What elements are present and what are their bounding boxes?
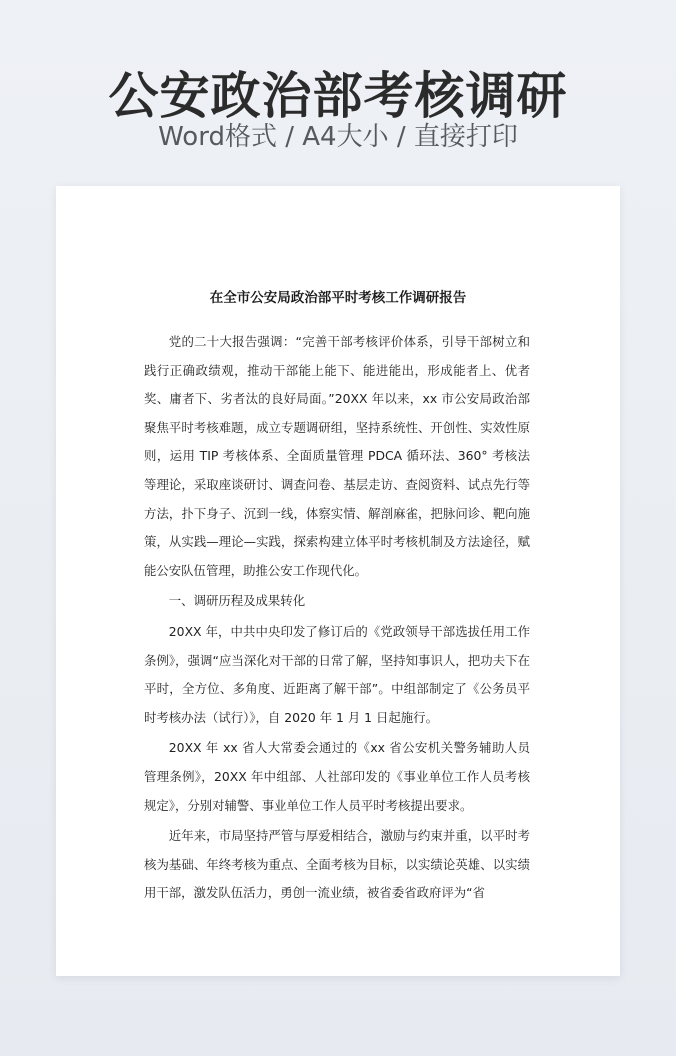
section-heading: 一、调研历程及成果转化 xyxy=(168,593,306,609)
paragraph-recent-years: 近年来，市局坚持严管与厚爱相结合，激励与约束并重，以平时考核为基础、年终考核为重点、全面考核为目标，以实绩论英雄、以实绩用干部，激发队伍活力，勇创一流业绩，被省委省政府评为“省 xyxy=(144,828,530,901)
banner-title: 公安政治部考核调研 xyxy=(108,67,568,125)
paragraph-regulations: 20XX 年，中共中央印发了修订后的《党政领导干部选拔任用工作条例》，强调“应当深化对干部的日常了解，坚持知事识人，把功夫下在平时，全方位、多角度、近距离了解干部”。中组部制定了《公务员平时考核办法（试行）》，自 2020 年 1 月 1 日起施行。 xyxy=(144,623,530,725)
banner-subtitle: Word格式 / A4大小 / 直接打印 xyxy=(158,122,518,152)
document-title: 在全市公安局政治部平时考核工作调研报告 xyxy=(209,290,467,306)
paragraph-provincial-rules: 20XX 年 xx 省人大常委会通过的《xx 省公安机关警务辅助人员管理条例》，20XX 年中组部、人社部印发的《事业单位工作人员考核规定》，分别对辅警、事业单位工作人员平时考核提出要求。 xyxy=(144,740,530,813)
document-body xyxy=(144,328,530,910)
document-page xyxy=(56,186,620,976)
paragraph-intro: 党的二十大报告强调：“完善干部考核评价体系，引导干部树立和践行正确政绩观，推动干部能上能下、能进能出，形成能者上、优者奖、庸者下、劣者汰的良好局面。”20XX 年以来，xx 市公安局政治部聚焦平时考核难题，成立专题调研组，坚持系统性、开创性、实效性原则，运用 TIP 考核体系、全面质量管理 PDCA 循环法、360° 考核法等理论，采取座谈研讨、调查问卷、基层走访、查阅资料、试点先行等方法，扑下身子、沉到一线，体察实情、解剖麻雀，把脉问诊、靶向施策，从实践—理论—实践，探索构建立体平时考核机制及方法途径，赋能公安队伍管理，助推公安工作现代化。 xyxy=(144,334,530,578)
